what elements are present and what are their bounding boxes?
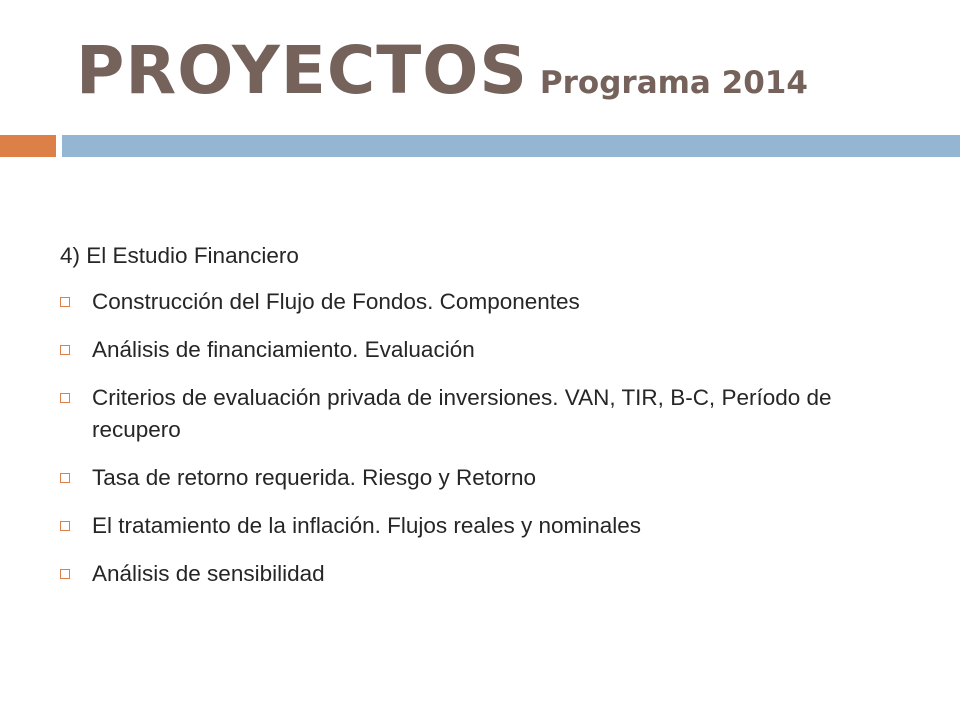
list-item	[60, 334, 920, 366]
title-subtitle: Programa 2014	[539, 65, 808, 101]
list-item	[60, 558, 920, 590]
bullet-list	[60, 286, 920, 590]
list-item	[60, 286, 920, 318]
list-item	[60, 462, 920, 494]
hollow-square-bullet-icon	[60, 393, 70, 403]
hollow-square-bullet-icon	[60, 345, 70, 355]
hollow-square-bullet-icon	[60, 521, 70, 531]
slide-title	[76, 32, 808, 109]
hollow-square-bullet-icon	[60, 473, 70, 483]
hollow-square-bullet-icon	[60, 297, 70, 307]
accent-bar-orange	[0, 135, 56, 157]
list-item-text: Análisis de financiamiento. Evaluación	[92, 337, 475, 362]
list-item-text: Construcción del Flujo de Fondos. Componentes	[92, 289, 580, 314]
list-item-text: Análisis de sensibilidad	[92, 561, 325, 586]
title-main: PROYECTOS	[76, 32, 528, 109]
section-heading: 4) El Estudio Financiero	[60, 243, 299, 268]
list-item-text: Tasa de retorno requerida. Riesgo y Retorno	[92, 465, 537, 490]
list-item-text: El tratamiento de la inflación. Flujos reales y nominales	[92, 513, 642, 538]
list-item	[60, 382, 920, 446]
list-item-text: Criterios de evaluación privada de inversiones. VAN, TIR, B-C, Período de recupero	[92, 385, 832, 442]
list-item	[60, 510, 920, 542]
slide-content	[60, 240, 920, 606]
accent-bar-blue	[62, 135, 960, 157]
hollow-square-bullet-icon	[60, 569, 70, 579]
